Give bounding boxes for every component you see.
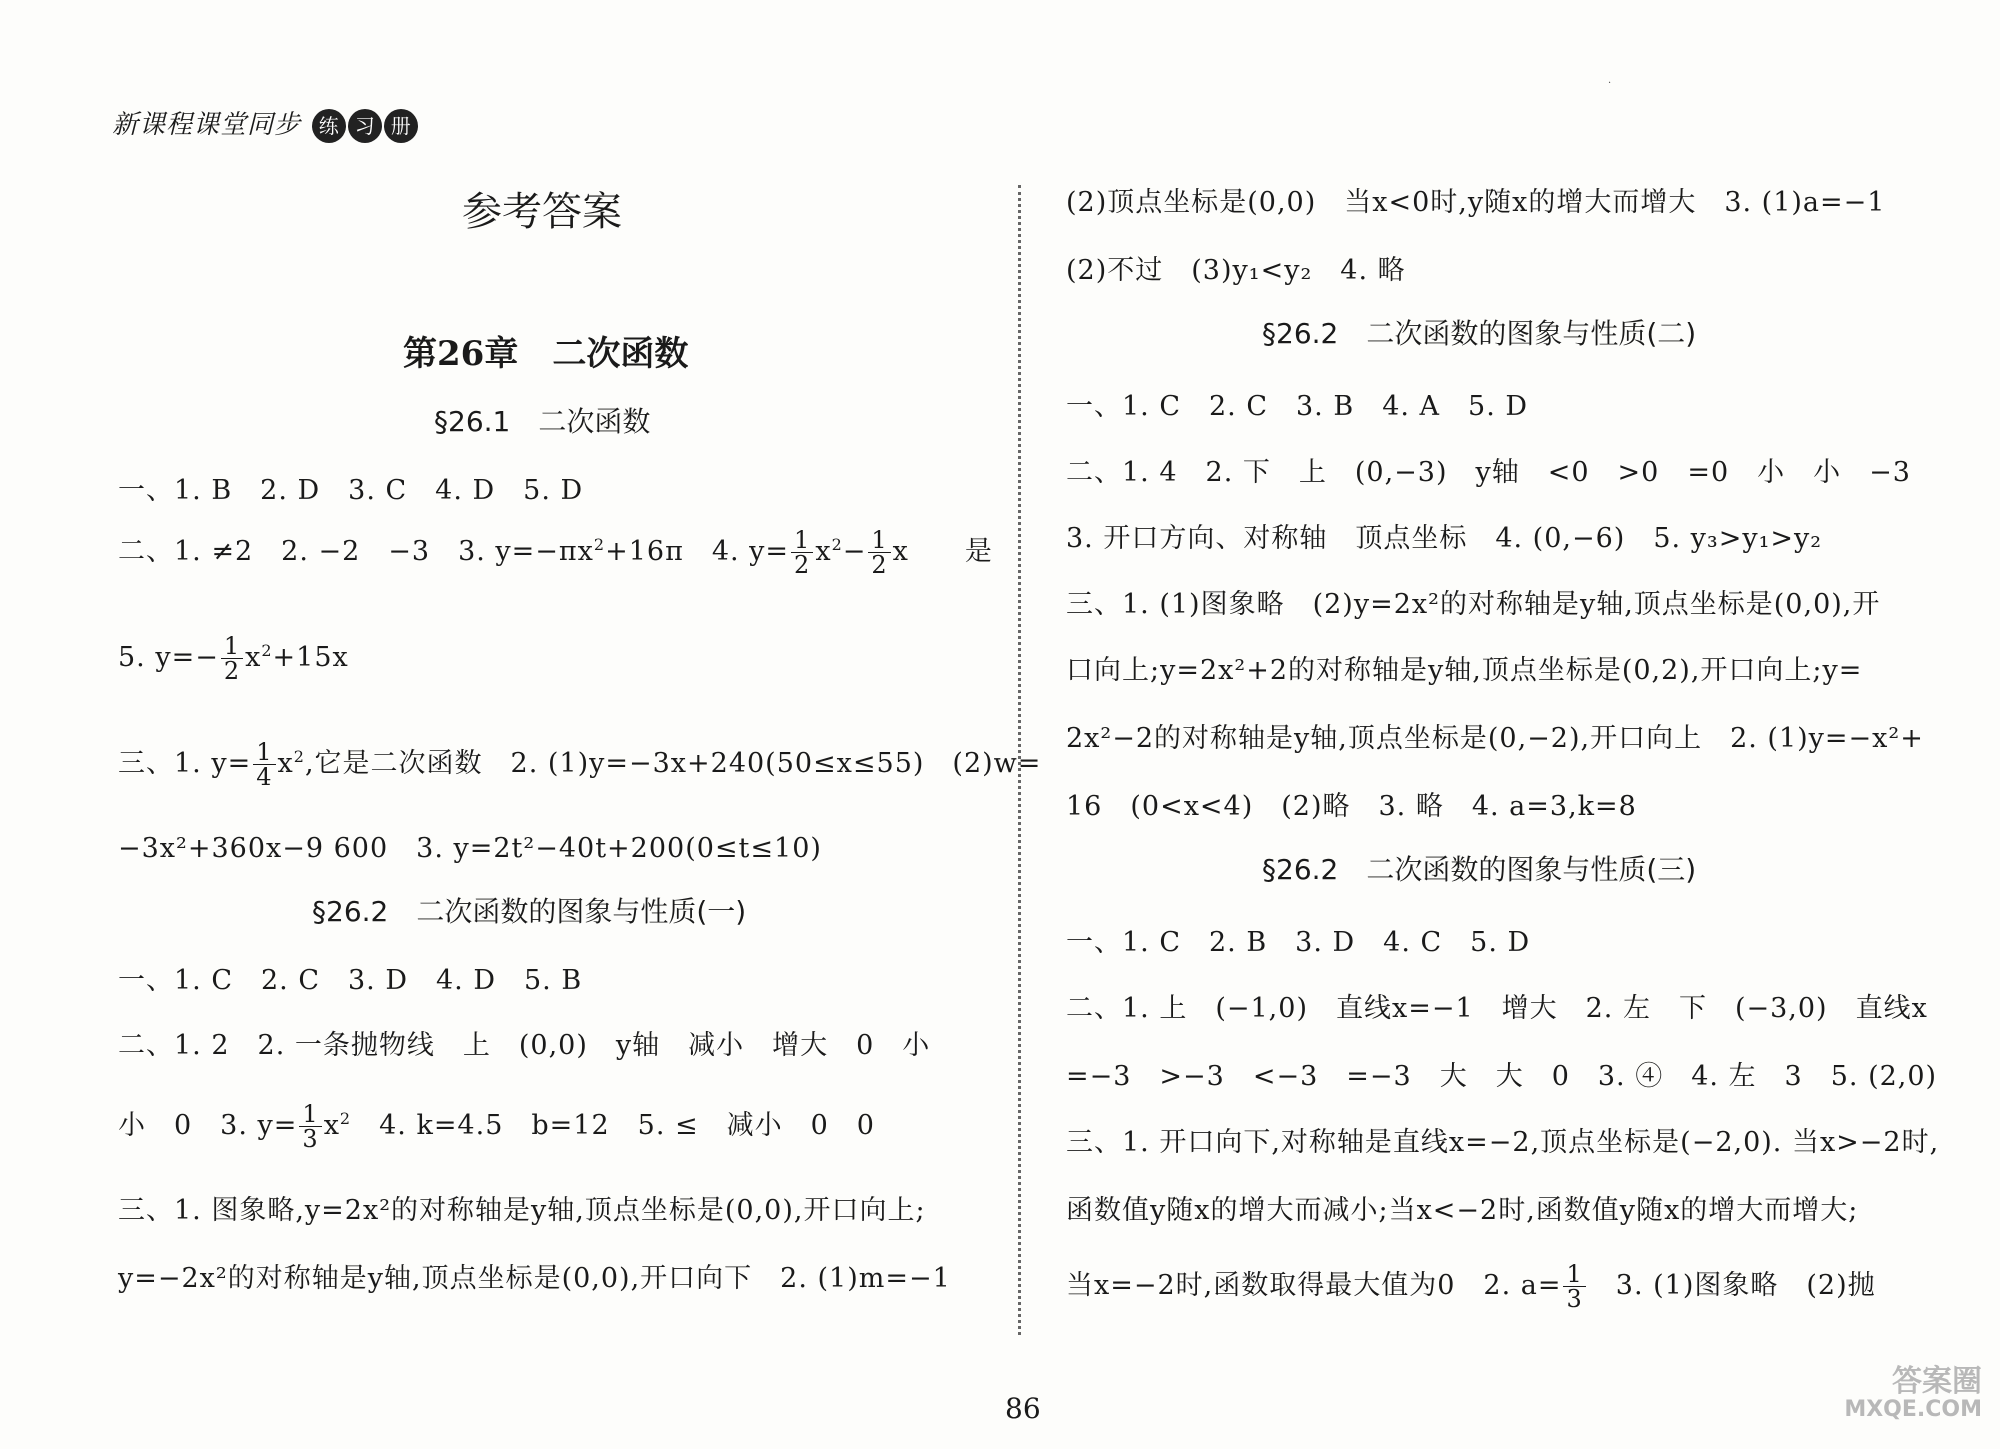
answer-line: 2x²−2的对称轴是y轴,顶点坐标是(0,−2),开口向上 2. (1)y=−x²+ [1066,723,1924,754]
answer-line: 当x=−2时,函数取得最大值为0 2. a= $\frac{1}{3}$ 3. (1)图象略 (2)抛 [1066,1260,1876,1313]
answer-line: y=−2x²的对称轴是y轴,顶点坐标是(0,0),开口向下 2. (1)m=−1 [118,1263,951,1294]
chapter-heading: 第26章 二次函数 [403,334,689,374]
answer-line: 三、1. 开口向下,对称轴是直线x=−2,顶点坐标是(−2,0). 当x>−2时, [1066,1127,1940,1158]
answer-line: 一、1. B 2. D 3. C 4. D 5. D [118,475,584,506]
watermark: 答案圈 MXQE.COM [1844,1364,1982,1422]
brand-title [112,104,418,143]
page-title: 参考答案 [462,189,622,235]
brand-badge: 册 [384,109,418,143]
answer-line: 二、1. ≠2 2. −2 −3 3. $y=-\pi x^2+16\pi$ 4. y= $\frac{1}{2}$ $x^2-$ $\frac{1}{2}$ x 是 [118,526,993,579]
brand-text: 新课程课堂同步 [112,110,302,140]
fraction: $\frac{1}{2}$ [868,528,890,577]
fraction: $\frac{1}{2}$ [221,634,243,683]
answer-line: 三、1. (1)图象略 (2)y=2x²的对称轴是y轴,顶点坐标是(0,0),开 [1066,589,1881,620]
answer-line: 函数值y随x的增大而减小;当x<−2时,函数值y随x的增大而增大; [1066,1195,1859,1226]
fraction: $\frac{1}{2}$ [791,528,813,577]
answer-line: 一、1. C 2. C 3. D 4. D 5. B [118,965,583,996]
answer-line: (2)顶点坐标是(0,0) 当x<0时,y随x的增大而增大 3. (1)a=−1 [1066,187,1886,218]
answer-line: 三、1. y= $\frac{1}{4}$ $x^2$,它是二次函数 2. (1)y=−3x+240(50≤x≤55) (2)w= [118,738,1042,791]
fraction: $\frac{1}{3}$ [299,1102,321,1151]
section-heading: §26.2 二次函数的图象与性质(二) [1262,317,1697,350]
answer-line: −3x²+360x−9 600 3. y=2t²−40t+200(0≤t≤10) [118,833,822,864]
speck: · [1608,78,1612,89]
answer-line: 一、1. C 2. B 3. D 4. C 5. D [1066,927,1531,958]
answer-line: 16 (0<x<4) (2)略 3. 略 4. a=3,k=8 [1066,791,1637,822]
answer-line: 5. y=− $\frac{1}{2}$ $x^2+15x$ [118,632,349,685]
section-heading: §26.1 二次函数 [434,405,651,438]
answer-line: 3. 开口方向、对称轴 顶点坐标 4. (0,−6) 5. y₃>y₁>y₂ [1066,523,1823,554]
brand-badge: 练 [312,109,346,143]
section-heading: §26.2 二次函数的图象与性质(一) [312,895,747,928]
section-heading: §26.2 二次函数的图象与性质(三) [1262,853,1697,886]
answer-line: 一、1. C 2. C 3. B 4. A 5. D [1066,391,1529,422]
page-number: 86 [1005,1392,1041,1425]
answer-line: 口向上;y=2x²+2的对称轴是y轴,顶点坐标是(0,2),开口向上;y= [1066,655,1863,686]
fraction: $\frac{1}{4}$ [253,740,275,789]
answer-line: 二、1. 上 (−1,0) 直线x=−1 增大 2. 左 下 (−3,0) 直线x [1066,993,1928,1024]
answer-line: 三、1. 图象略,y=2x²的对称轴是y轴,顶点坐标是(0,0),开口向上; [118,1195,926,1226]
answer-line: 二、1. 4 2. 下 上 (0,−3) y轴 <0 >0 =0 小 小 −3 [1066,457,1911,488]
answer-line: 二、1. 2 2. 一条抛物线 上 (0,0) y轴 减小 增大 0 小 [118,1030,931,1061]
brand-badge: 习 [348,109,382,143]
column-divider [1018,185,1021,1335]
answer-line: =−3 >−3 <−3 =−3 大 大 0 3. ④ 4. 左 3 5. (2,0) [1066,1061,1938,1092]
fraction: $\frac{1}{3}$ [1563,1262,1585,1311]
answer-line: (2)不过 (3)y₁<y₂ 4. 略 [1066,255,1406,286]
answer-line: 小 0 3. y= $\frac{1}{3}$ $x^2$ 4. k=4.5 b=12 5. ≤ 减小 0 0 [118,1100,875,1153]
